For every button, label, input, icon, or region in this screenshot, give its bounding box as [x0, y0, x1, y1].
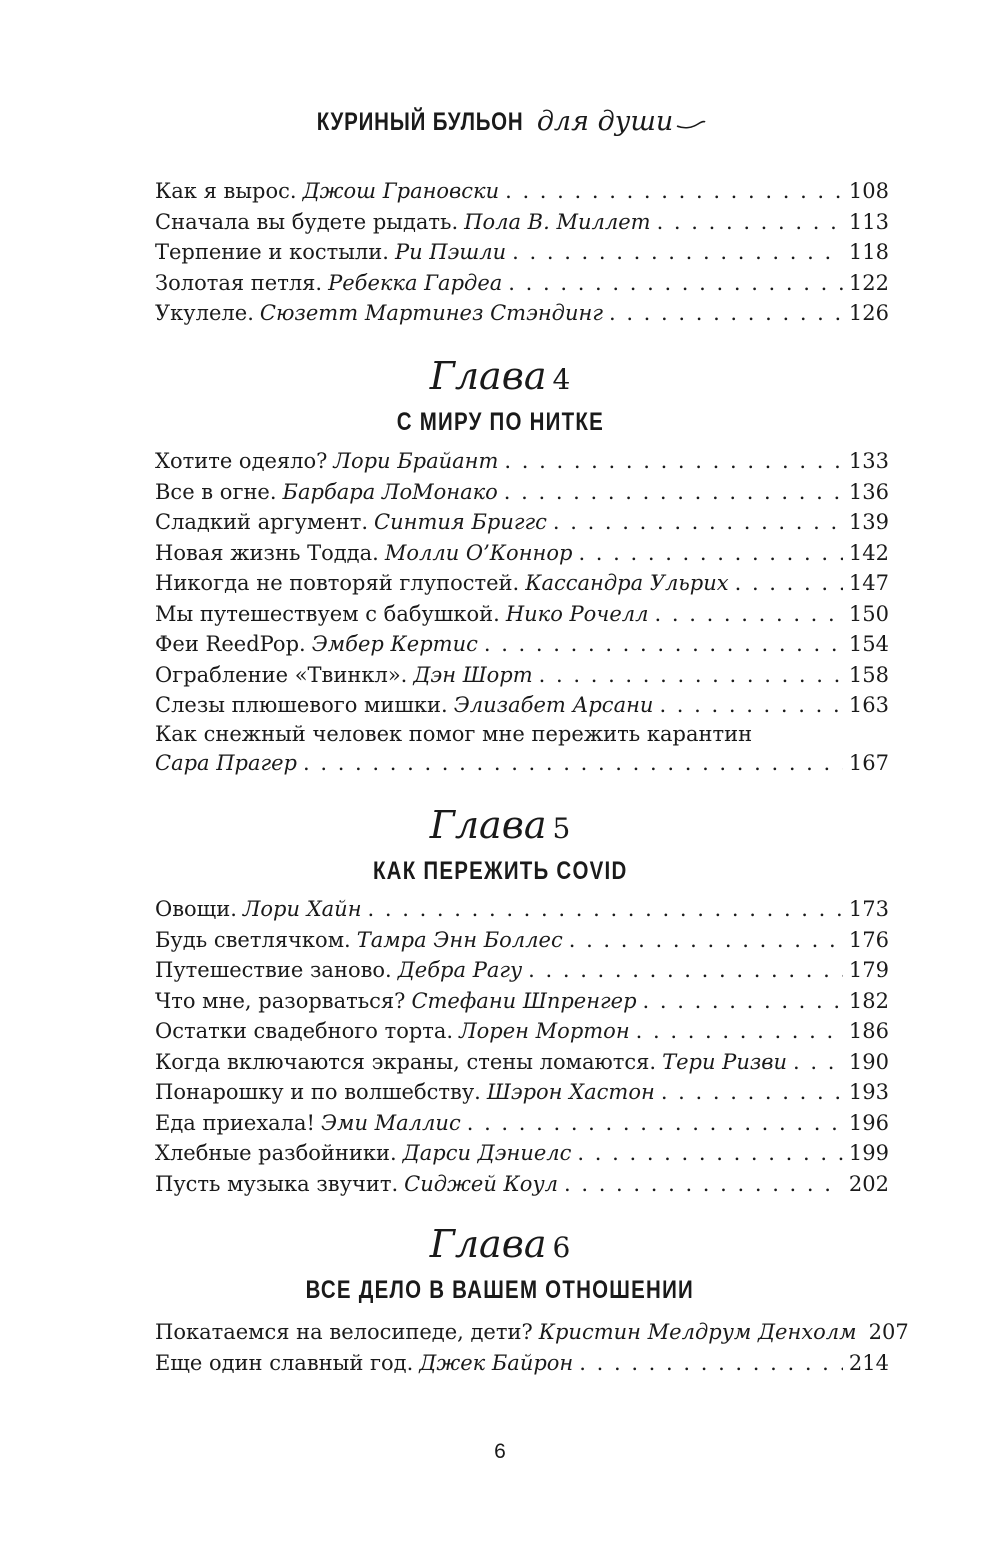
swash-ornament-icon	[676, 116, 706, 130]
toc-entry[interactable]: Овощи. Лори Хайн . . . 173	[155, 894, 889, 925]
chapter-label: Глава 4	[429, 354, 571, 398]
chapter-heading-4	[0, 354, 1000, 442]
toc-entry[interactable]: Как я вырос. Джош Грановски . . . 108	[155, 176, 889, 207]
running-head-script: для души	[536, 106, 674, 137]
chapter-title: ВСЕ ДЕЛО В ВАШЕМ ОТНОШЕНИИ	[305, 1276, 695, 1304]
toc-entry[interactable]: Ограбление «Твинкл». Дэн Шорт . . . 158	[155, 660, 889, 691]
toc-entry[interactable]: Еще один славный год. Джек Байрон . . . 214	[155, 1348, 889, 1379]
toc-section-chapter-5	[155, 894, 889, 1199]
toc-entry[interactable]: Никогда не повторяй глупостей. Кассандра Ульрих . . . 147	[155, 568, 889, 599]
chapter-label: Глава 6	[429, 1222, 571, 1266]
toc-entry[interactable]: Хотите одеяло? Лори Брайант . . . 133	[155, 446, 889, 477]
toc-entry[interactable]: Пусть музыка звучит. Сиджей Коул . . . 202	[155, 1169, 889, 1200]
toc-entry[interactable]: Путешествие заново. Дебра Рагу . . . 179	[155, 955, 889, 986]
toc-entry[interactable]: Хлебные разбойники. Дарси Дэниелс . . . 199	[155, 1138, 889, 1169]
toc-entry[interactable]: Слезы плюшевого мишки. Элизабет Арсани . . . 163	[155, 690, 889, 721]
toc-entry[interactable]: Еда приехала! Эми Маллис . . . 196	[155, 1108, 889, 1139]
toc-entry[interactable]: Укулеле. Сюзетт Мартинез Стэндинг . . . 126	[155, 298, 889, 329]
toc-entry[interactable]: Понарошку и по волшебству. Шэрон Хастон . . . 193	[155, 1077, 889, 1108]
toc-section-chapter-6	[155, 1317, 909, 1378]
toc-entry[interactable]: Все в огне. Барбара ЛоМонако . . . 136	[155, 477, 889, 508]
toc-entry[interactable]: Золотая петля. Ребекка Гардеа . . . 122	[155, 268, 889, 299]
chapter-heading-6	[0, 1222, 1000, 1310]
toc-section-continued	[155, 176, 889, 329]
toc-entry[interactable]: Сначала вы будете рыдать. Пола В. Миллет . . . 113	[155, 207, 889, 238]
chapter-title: КАК ПЕРЕЖИТЬ COVID	[372, 857, 628, 885]
chapter-label: Глава 5	[429, 803, 571, 847]
page-number: 6	[494, 1440, 506, 1463]
running-head-caps: КУРИНЫЙ БУЛЬОН	[316, 108, 524, 136]
toc-entry[interactable]: Остатки свадебного торта. Лорен Мортон . . . 186	[155, 1016, 889, 1047]
running-head	[0, 106, 1000, 137]
toc-entry[interactable]: Когда включаются экраны, стены ломаются. Тери Ризви . . . 190	[155, 1047, 889, 1078]
toc-entry[interactable]: Как снежный человек помог мне пережить карантин Сара Прагер . . . 167	[155, 721, 889, 779]
toc-section-chapter-4	[155, 446, 889, 778]
chapter-title: С МИРУ ПО НИТКЕ	[396, 408, 604, 436]
toc-entry[interactable]: Мы путешествуем с бабушкой. Нико Рочелл . . . 150	[155, 599, 889, 630]
toc-entry[interactable]: Покатаемся на велосипеде, дети? Кристин Мелдрум Денхолм 207	[155, 1320, 909, 1344]
chapter-heading-5	[0, 803, 1000, 891]
toc-entry[interactable]: Что мне, разорваться? Стефани Шпренгер . . . 182	[155, 986, 889, 1017]
toc-entry[interactable]: Терпение и костыли. Ри Пэшли . . . 118	[155, 237, 889, 268]
toc-entry[interactable]: Новая жизнь Тодда. Молли О’Коннор . . . 142	[155, 538, 889, 569]
toc-entry[interactable]: Феи ReedPop. Эмбер Кертис . . . 154	[155, 629, 889, 660]
toc-entry[interactable]: Будь светлячком. Тамра Энн Боллес . . . 176	[155, 925, 889, 956]
toc-entry[interactable]: Сладкий аргумент. Синтия Бриггс . . . 139	[155, 507, 889, 538]
